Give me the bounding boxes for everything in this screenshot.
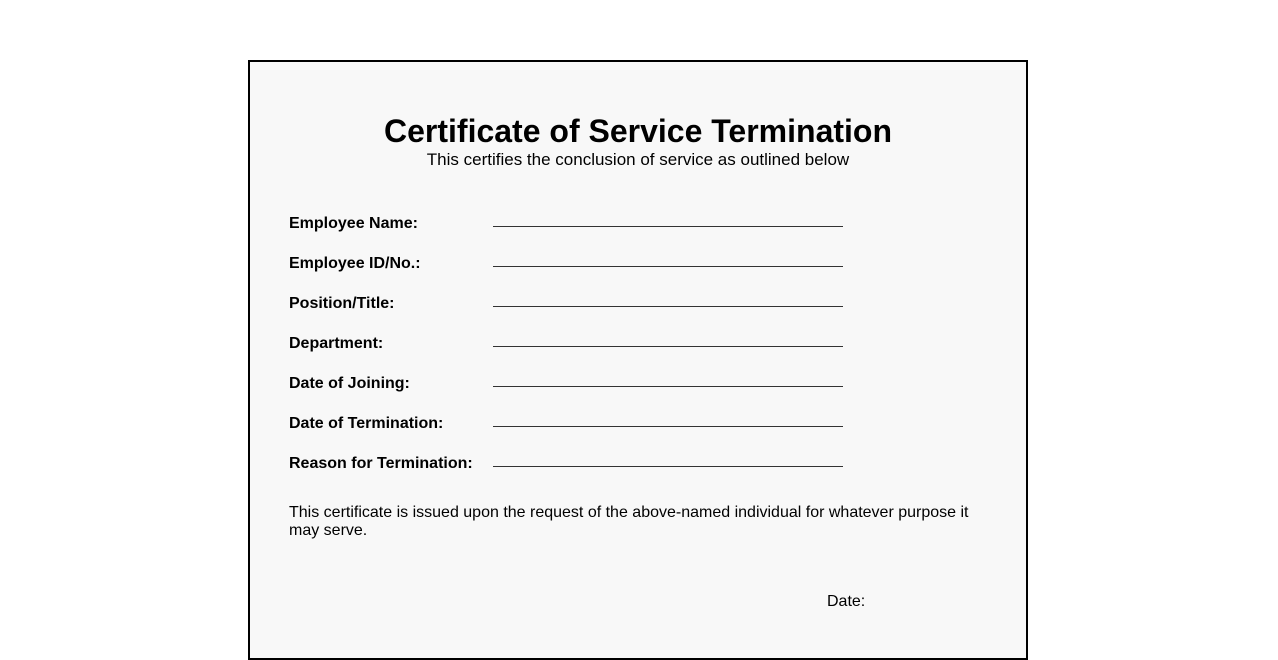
field-line-date-of-joining[interactable] xyxy=(493,386,843,387)
field-reason-for-termination xyxy=(289,454,849,484)
field-date-of-termination xyxy=(289,414,849,444)
date-label: Date: xyxy=(827,593,866,610)
field-line-position-title[interactable] xyxy=(493,306,843,307)
field-label-employee-name: Employee Name: xyxy=(289,215,418,232)
field-date-of-joining xyxy=(289,374,849,404)
certificate-title: Certificate of Service Termination xyxy=(384,113,892,149)
certificate-statement: This certificate is issued upon the request of the above-named individual for whatever purpose it may serve. xyxy=(289,504,969,539)
field-label-reason-for-termination: Reason for Termination: xyxy=(289,455,473,472)
field-label-date-of-joining: Date of Joining: xyxy=(289,375,410,392)
field-label-department: Department: xyxy=(289,335,384,352)
field-employee-id xyxy=(289,254,849,284)
field-line-employee-name[interactable] xyxy=(493,226,843,227)
field-position-title xyxy=(289,294,849,324)
field-line-reason-for-termination[interactable] xyxy=(493,466,843,467)
certificate-subtitle: This certifies the conclusion of service as outlined below xyxy=(426,150,850,169)
field-department xyxy=(289,334,849,364)
field-label-position-title: Position/Title: xyxy=(289,295,395,312)
field-label-employee-id: Employee ID/No.: xyxy=(289,255,421,272)
certificate-document xyxy=(248,60,1028,660)
field-line-department[interactable] xyxy=(493,346,843,347)
field-line-employee-id[interactable] xyxy=(493,266,843,267)
field-label-date-of-termination: Date of Termination: xyxy=(289,415,444,432)
field-employee-name xyxy=(289,214,849,244)
field-line-date-of-termination[interactable] xyxy=(493,426,843,427)
